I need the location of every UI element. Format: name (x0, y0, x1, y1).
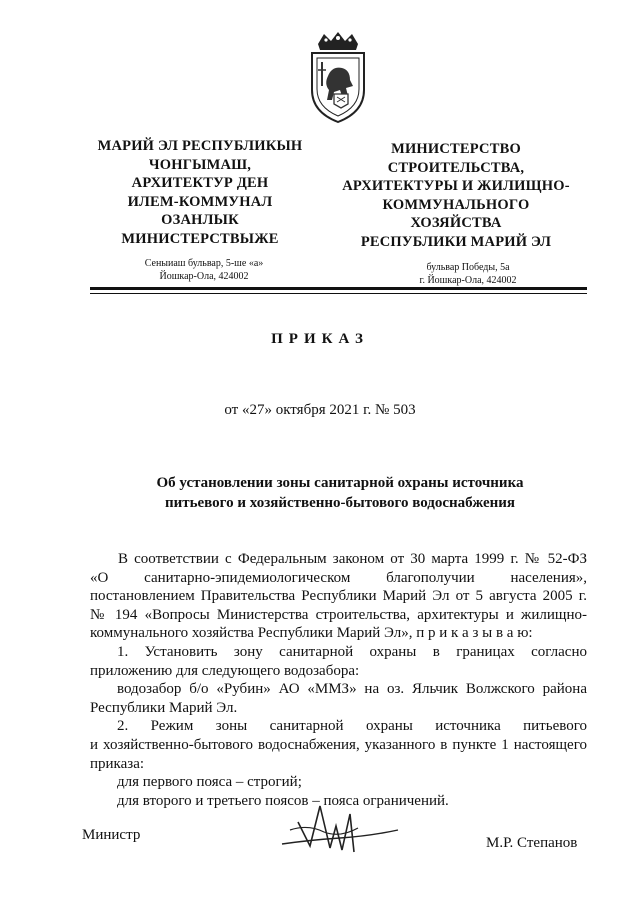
signatory-role: Министр (82, 827, 141, 843)
left-org-line: АРХИТЕКТУР ДЕН (131, 175, 269, 191)
body-line: водозабор б/о «Рубин» АО «ММЗ» на оз. Яльчик Волжского района (117, 681, 587, 698)
body-line: для второго и третьего поясов – пояса ограничений. (117, 792, 449, 809)
body-line: В соответствии с Федеральным законом от 30 марта 1999 г. № 52-ФЗ (118, 551, 587, 567)
left-org-line: ОЗАНЛЫК (161, 212, 239, 228)
coat-of-arms-icon (298, 30, 378, 125)
document-title: ПРИКАЗ (271, 331, 369, 347)
body-line: и хозяйственно-бытового водоснабжения, указанного в пункте 1 настоящего (90, 736, 587, 753)
body-line: постановлением Правительства Республики Марий Эл от 5 августа 2005 г. (90, 588, 587, 605)
left-org-line: ЧОНГЫМАШ, (148, 156, 252, 173)
right-org-line: МИНИСТЕРСТВО (391, 141, 521, 157)
body-line: «О санитарно-эпидемиологическом благополучии населения», (90, 569, 587, 586)
body-line: № 194 «Вопросы Министерства строительства, архитектуры и жилищно- (90, 606, 587, 623)
right-org-line: КОММУНАЛЬНОГО (382, 196, 530, 213)
signatory-name: М.Р. Степанов (486, 835, 578, 851)
right-address-line: бульвар Победы, 5а (426, 262, 510, 273)
right-org-line: АРХИТЕКТУРЫ И ЖИЛИЩНО- (342, 178, 570, 194)
left-org-name (80, 137, 320, 248)
left-org-line: ИЛЕМ-КОММУНАЛ (127, 193, 273, 210)
left-org-line: МИНИСТЕРСТВЫЖЕ (121, 230, 279, 247)
right-address-line: г. Йошкар-Ола, 424002 (419, 275, 517, 286)
subject-line: Об установлении зоны санитарной охраны источника (156, 475, 524, 491)
left-address (84, 257, 324, 283)
order-body (90, 550, 587, 810)
body-line: Республики Марий Эл. (90, 699, 238, 716)
right-address (348, 261, 588, 287)
handwritten-signature-icon (280, 800, 400, 860)
order-date-line: от «27» октября 2021 г. № 503 (224, 402, 416, 418)
header-divider-thin (90, 293, 587, 294)
body-line: приложению для следующего водозабора: (90, 662, 360, 679)
right-org-name (336, 140, 576, 251)
right-org-line: СТРОИТЕЛЬСТВА, (387, 159, 525, 176)
left-org-line: МАРИЙ ЭЛ РЕСПУБЛИКЫН (97, 138, 303, 154)
right-org-line: РЕСПУБЛИКИ МАРИЙ ЭЛ (360, 233, 552, 250)
left-address-line: Сеныиаш бульвар, 5-ше «а» (144, 258, 264, 269)
order-subject (100, 473, 580, 513)
body-line: 1. Установить зону санитарной охраны в границах согласно (117, 643, 587, 660)
body-line: 2. Режим зоны санитарной охраны источника питьевого (117, 718, 587, 735)
body-line: для первого пояса – строгий; (117, 774, 302, 791)
right-org-line: ХОЗЯЙСТВА (410, 215, 502, 231)
subject-line: питьевого и хозяйственно-бытового водоснабжения (164, 495, 516, 511)
left-address-line: Йошкар-Ола, 424002 (159, 271, 249, 282)
body-line: приказа: (90, 755, 145, 772)
header-divider-thick (90, 287, 587, 290)
body-line: коммунального хозяйства Республики Марий Эл», п р и к а з ы в а ю: (90, 625, 533, 642)
